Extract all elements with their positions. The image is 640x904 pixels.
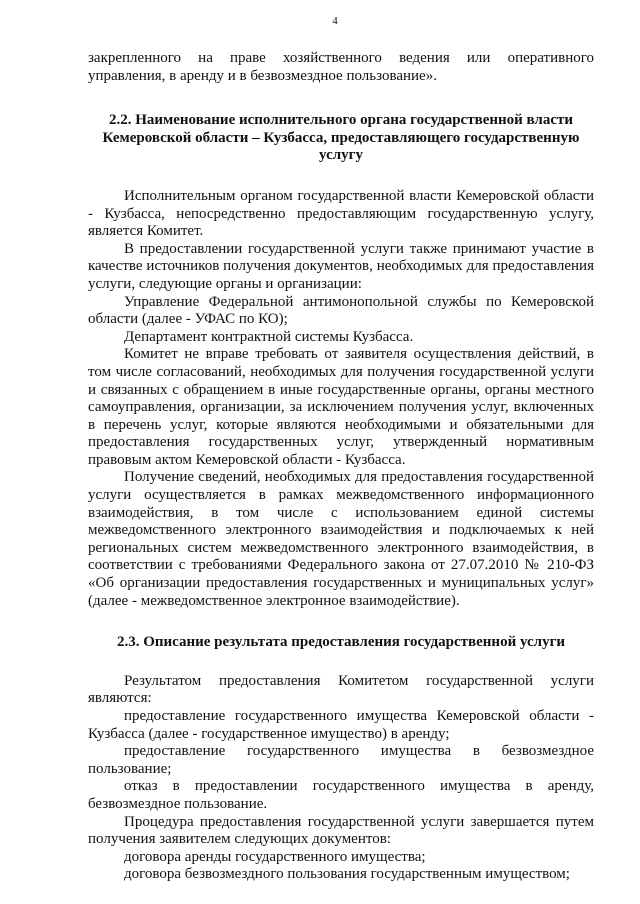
page-number: 4 <box>332 15 338 27</box>
paragraph: Департамент контрактной системы Кузбасса. <box>124 328 414 345</box>
paragraph: предоставление государственного имущества в безвозмездное пользование; <box>88 743 594 777</box>
paragraph: Управление Федеральной антимонопольной службы по Кемеровской области (далее - УФАС по КО); <box>88 293 594 328</box>
paragraph: отказ в предоставлении государственного имущества в аренду, безвозмездное пользование. <box>88 778 594 812</box>
paragraph: Процедура предоставления государственной услуги завершается путем получения заявителем следующих документов: <box>88 813 594 848</box>
paragraph: Комитет не вправе требовать от заявителя осуществления действий, в том числе согласований, необходимых для получения государственной услуги и связанных с обращением в иные государственные органы, органы местного самоуправления, организации, за исключением получения услуг, включенных в перечень услуг, которые являются необходимыми и обязательными для предоставления государственных услуг, утвержденный нормативным правовым актом Кемеровской области - Кузбасса. <box>88 346 594 468</box>
paragraph: договора аренды государственного имущества; <box>124 848 426 865</box>
paragraph: Получение сведений, необходимых для предоставления государственной услуги осуществляется в рамках межведомственного информационного взаимодействия, в том числе с использованием единой системы межведомственного электронного взаимодействия и подключаемых к ней региональных систем межведомственного электронного взаимодействия, в соответствии с требованиями Федерального закона от 27.07.2010 № 210-ФЗ «Об организации предоставления государственных и муниципальных услуг» (далее - межведомственное электронное взаимодействие). <box>88 469 594 609</box>
section-heading-2-2: 2.2. Наименование исполнительного органа государственной власти Кемеровской области – Кузбасса, предоставляющего государственную услугу <box>102 112 580 164</box>
paragraph: договора безвозмездного пользования государственным имуществом; <box>124 866 570 883</box>
paragraph: В предоставлении государственной услуги также принимают участие в качестве источников получения документов, необходимых для предоставления услуги, следующие органы и организации: <box>88 240 594 292</box>
paragraph: предоставление государственного имущества Кемеровской области - Кузбасса (далее - государственное имущество) в аренду; <box>88 708 594 742</box>
paragraph: Результатом предоставления Комитетом государственной услуги являются: <box>88 672 594 707</box>
paragraph-continuation: закрепленного на праве хозяйственного ведения или оперативного управления, в аренду и в безвозмездное пользование». <box>88 50 594 84</box>
paragraph: Исполнительным органом государственной власти Кемеровской области - Кузбасса, непосредственно предоставляющим государственную услугу, является Комитет. <box>88 187 594 240</box>
section-heading-2-3: 2.3. Описание результата предоставления государственной услуги <box>116 634 566 651</box>
